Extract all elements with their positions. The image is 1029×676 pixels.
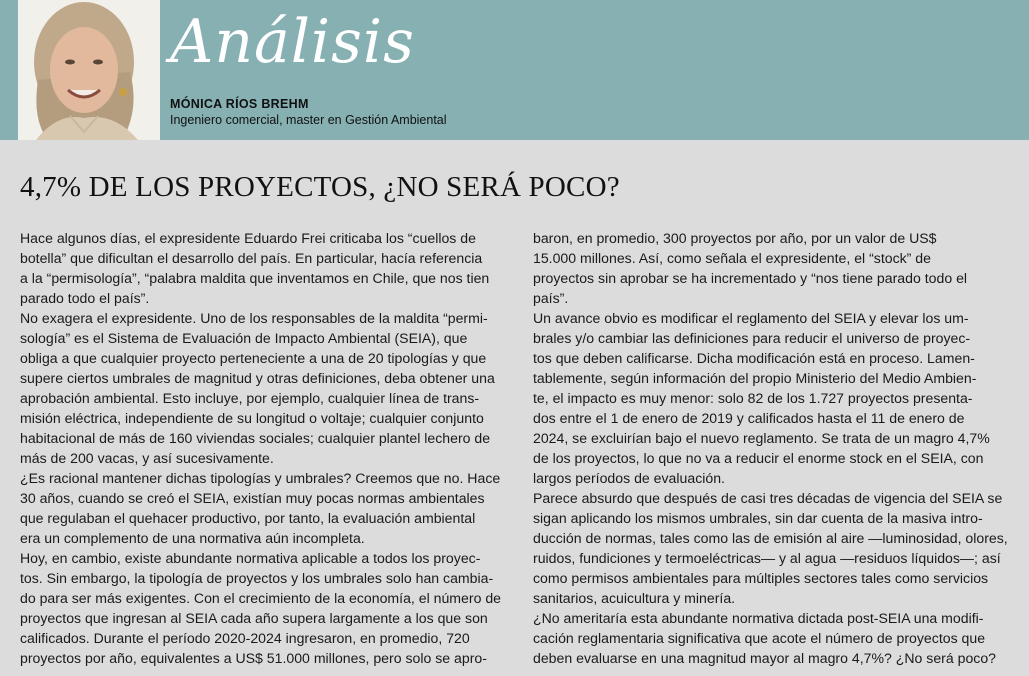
text-line: sigan aplicando los mismos umbrales, sin dar cuenta de la masiva intro-	[533, 510, 983, 526]
text-line: calificados. Durante el período 2020-2024 ingresaron, en promedio, 720	[20, 630, 470, 646]
text-line: que regulaban el quehacer productivo, por tanto, la evaluación ambiental	[20, 510, 476, 526]
text-line: obliga a que cualquier proyecto perteneciente a una de 20 tipologías y que	[20, 350, 487, 366]
text-line: supere ciertos umbrales de magnitud y otras definiciones, deba obtener una	[20, 370, 495, 386]
text-line: proyectos que ingresan al SEIA cada año supera largamente a los que son	[20, 610, 488, 626]
text-line: Hace algunos días, el expresidente Eduardo Frei criticaba los “cuellos de	[20, 230, 476, 246]
text-line: era un complemento de una normativa aún incompleta.	[20, 530, 365, 546]
text-line: brales y/o cambiar las definiciones para reducir el universo de proyec-	[533, 330, 971, 346]
text-line: Hoy, en cambio, existe abundante normativa aplicable a todos los proyec-	[20, 550, 481, 566]
author-role: Ingeniero comercial, master en Gestión Ambiental	[170, 113, 447, 127]
text-line: a la “permisología”, “palabra maldita que inventamos en Chile, que nos tien	[20, 270, 490, 286]
text-line: 2024, se excluirían bajo el nuevo reglamento. Se trata de un magro 4,7%	[533, 430, 990, 446]
text-line: misión eléctrica, independiente de su longitud o voltaje; cualquier conjunto	[20, 410, 484, 426]
text-line: ¿No ameritaría esta abundante normativa dictada post-SEIA una modifi-	[533, 610, 984, 626]
text-line: 30 años, cuando se creó el SEIA, existían muy pocas normas ambientales	[20, 490, 485, 506]
text-line: ruidos, fundiciones y termoeléctricas— y al agua —residuos líquidos—; así	[533, 550, 1001, 566]
text-line: tos. Sin embargo, la tipología de proyectos y los umbrales solo han cambia-	[20, 570, 494, 586]
text-line: proyectos sin aprobar se ha incrementado y “nos tiene parado todo el	[533, 270, 968, 286]
article-column-right	[533, 228, 1023, 668]
text-line: como permisos ambientales para múltiples sectores tales como servicios	[533, 570, 989, 586]
author-photo	[18, 0, 160, 140]
text-line: cación reglamentaria significativa que acote el número de proyectos que	[533, 630, 986, 646]
text-line: te, el impacto es muy menor: solo 82 de los 1.727 proyectos presenta-	[533, 390, 973, 406]
text-line: tablemente, según información del propio Ministerio del Medio Ambien-	[533, 370, 977, 386]
text-line: país”.	[533, 290, 569, 306]
text-line: sología” es el Sistema de Evaluación de Impacto Ambiental (SEIA), que	[20, 330, 468, 346]
article-column-left	[20, 228, 510, 668]
section-title: Análisis	[170, 7, 415, 77]
text-line: No exagera el expresidente. Uno de los responsables de la maldita “permi-	[20, 310, 488, 326]
text-line: tos que deben calificarse. Dicha modificación está en proceso. Lamen-	[533, 350, 975, 366]
text-line: dos entre el 1 de enero de 2019 y calificados hasta el 11 de enero de	[533, 410, 965, 426]
text-line: más de 200 vacas, y así sucesivamente.	[20, 450, 274, 466]
article-headline: 4,7% DE LOS PROYECTOS, ¿NO SERÁ POCO?	[20, 171, 620, 203]
column-header-banner	[0, 0, 1029, 140]
text-line: do para ser más exigentes. Con el crecimiento de la economía, el número de	[20, 590, 502, 606]
text-line: Parece absurdo que después de casi tres décadas de vigencia del SEIA se	[533, 490, 1003, 506]
text-line: proyectos por año, equivalentes a US$ 51.000 millones, pero solo se apro-	[20, 650, 487, 666]
text-line: Un avance obvio es modificar el reglamento del SEIA y elevar los um-	[533, 310, 969, 326]
author-name: MÓNICA RÍOS BREHM	[170, 97, 309, 111]
text-line: sanitarios, acuicultura y minería.	[533, 590, 736, 606]
text-line: deben evaluarse en una magnitud mayor al magro 4,7%? ¿No será poco?	[533, 650, 997, 666]
text-line: 15.000 millones. Así, como señala el expresidente, el “stock” de	[533, 250, 931, 266]
text-line: parado todo el país”.	[20, 290, 150, 306]
text-line: habitacional de más de 160 viviendas sociales; cualquier plantel lechero de	[20, 430, 491, 446]
text-line: ¿Es racional mantener dichas tipologías y umbrales? Creemos que no. Hace	[20, 470, 501, 486]
author-portrait-image	[18, 0, 160, 140]
text-line: botella” que dificultan el desarrollo del país. En particular, hacía referencia	[20, 250, 483, 266]
text-line: ducción de normas, tales como las de emisión al aire —luminosidad, olores,	[533, 530, 1008, 546]
text-line: baron, en promedio, 300 proyectos por año, por un valor de US$	[533, 230, 937, 246]
text-line: de los proyectos, lo que no va a reducir el enorme stock en el SEIA, con	[533, 450, 984, 466]
text-line: largos períodos de evaluación.	[533, 470, 725, 486]
text-line: aprobación ambiental. Esto incluye, por ejemplo, cualquier línea de trans-	[20, 390, 480, 406]
